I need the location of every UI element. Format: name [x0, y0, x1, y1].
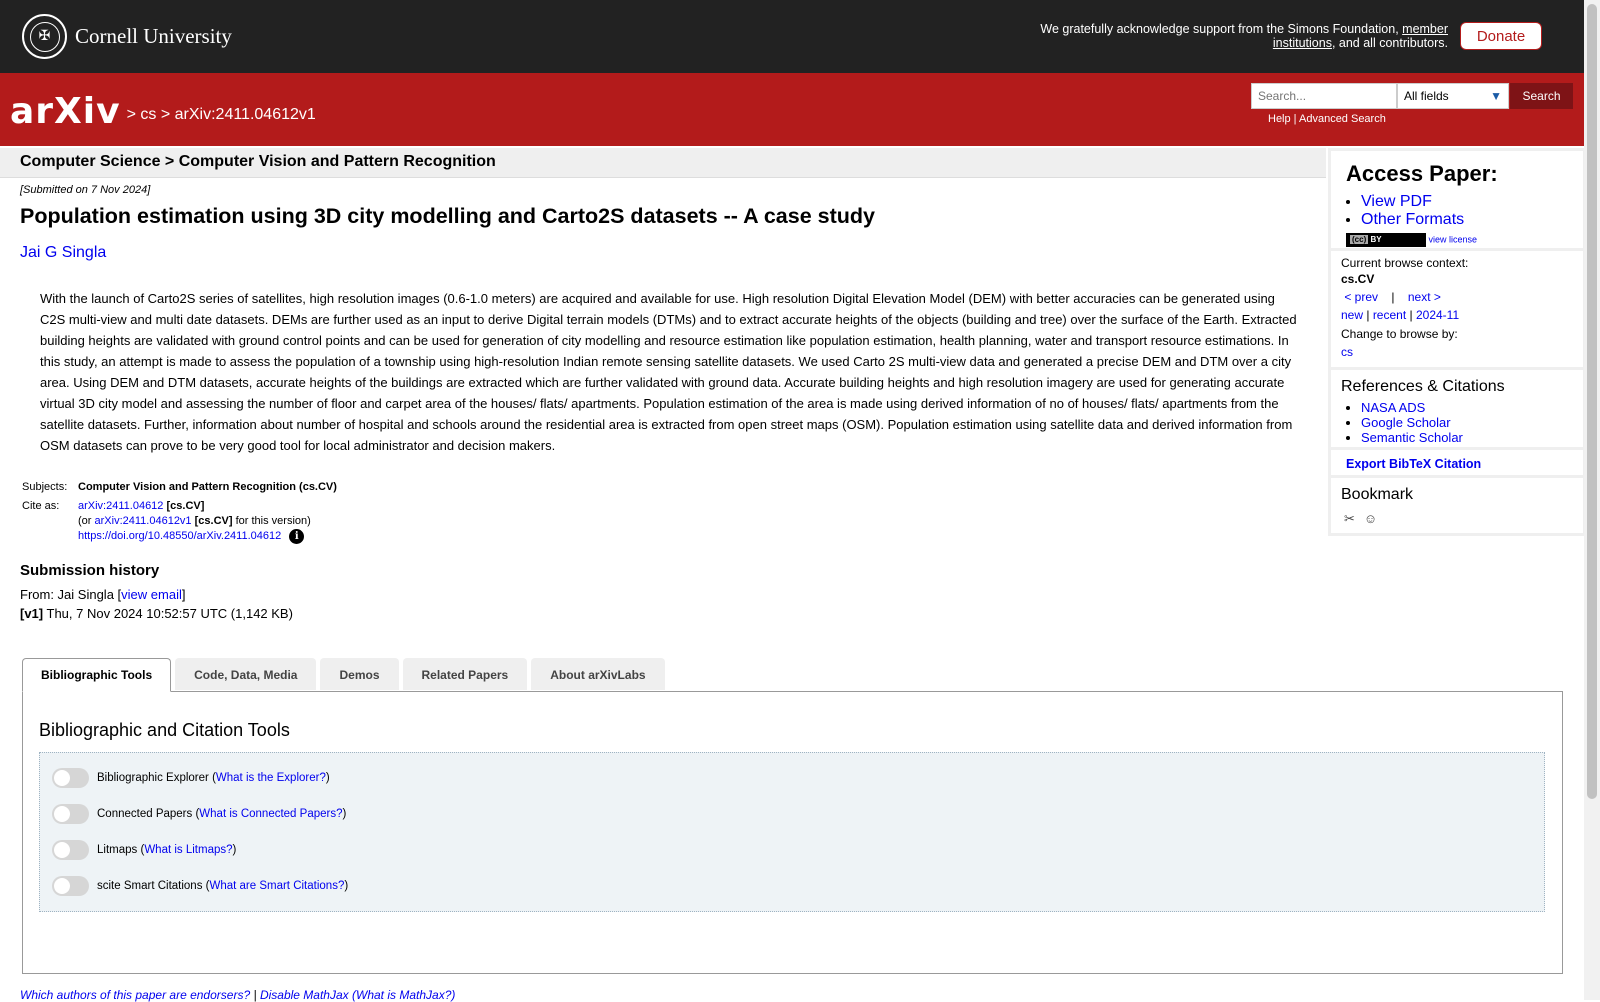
bookmark-box — [1328, 478, 1586, 536]
bibliographic-explorer-toggle[interactable] — [52, 768, 89, 788]
reddit-icon[interactable]: ☺ — [1363, 511, 1378, 526]
prev-link[interactable]: < prev — [1344, 290, 1379, 304]
litmaps-help-link[interactable]: What is Litmaps? — [144, 844, 233, 856]
month-link[interactable]: 2024-11 — [1415, 308, 1460, 322]
connected-papers-help-link[interactable]: What is Connected Papers? — [199, 808, 343, 820]
arxiv-header — [0, 73, 1584, 146]
references-heading: References & Citations — [1341, 378, 1505, 395]
version-entry: [v1] Thu, 7 Nov 2024 10:52:57 UTC (1,142 KB) — [20, 606, 293, 621]
tool-row: Litmaps ( What is Litmaps? ) — [52, 840, 236, 860]
donate-button[interactable]: Donate — [1460, 22, 1542, 50]
subjects-label: Subjects: — [22, 481, 68, 493]
browse-context-label: Current browse context: — [1341, 256, 1469, 270]
bookmark-heading: Bookmark — [1341, 486, 1414, 503]
view-pdf-link[interactable]: View PDF — [1361, 193, 1432, 210]
help-links: Help | Advanced Search — [1268, 113, 1386, 125]
abstract: With the launch of Carto2S series of satellites, high resolution images (0.6-1.0 meters) are acquired and available for use. High resolution Digital Elevation Model (DEM) with better accuracies can be generated using C2S multi-view and multi date datasets. DEMs are further used as an input to derive Digital terrain models (DTMs) and to extract accurate heights of the objects (building and tree) over the surface of the Earth. Extracted building heights are validated with ground control points and can be used for generation of city modelling and resource estimation like population estimation, health planning, water and transport resource estimations. In this study, an attempt is made to assess the population of a township using high-resolution Indian remote sensing satellite datasets. We used Carto 2S multi-view data and generated a precise DEM and DTM over a city area. Using DEM and DTM datasets, accurate heights of the buildings are extracted which are further validated with ground data. Accurate building heights and high resolution imagery are used for generating accurate virtual 3D city model and assessing the number of floor and carpet area of the houses/ flats/ apartments. Population estimation of the area is made using derived information of no of houses/ flats/ apartments from the satellite datasets. Further, information about number of hospital and schools around the residential area is extracted from open street maps (OSM). Population estimation using satellite data and derived information from OSM datasets can prove to be very good tool for local administrator and decision makers. — [40, 291, 1297, 453]
member-institutions-link[interactable]: member institutions — [1272, 22, 1448, 50]
explorer-help-link[interactable]: What is the Explorer? — [215, 772, 326, 784]
browse-context: cs.CV — [1341, 272, 1375, 286]
export-box — [1328, 450, 1586, 478]
google-scholar-link[interactable]: Google Scholar — [1361, 415, 1451, 430]
tab-panel — [22, 691, 1563, 974]
sidebar — [1328, 148, 1586, 536]
arxiv-brand — [10, 91, 316, 132]
browse-context-box: Current browse context: cs.CV < prev | next > new | recent | 2024-11 Change to browse by: cs — [1328, 251, 1586, 370]
tool-row: scite Smart Citations ( What are Smart Citations? ) — [52, 876, 348, 896]
references-box — [1328, 370, 1586, 450]
change-browse-label: Change to browse by: — [1341, 327, 1458, 341]
labs-tabs — [22, 658, 669, 692]
connected-papers-toggle[interactable] — [52, 804, 89, 824]
doi-link[interactable]: https://doi.org/10.48550/arXiv.2411.04612 — [78, 530, 282, 542]
paper-title: Population estimation using 3D city modelling and Carto2S datasets -- A case study — [20, 204, 875, 228]
disable-mathjax-link[interactable]: Disable MathJax — [259, 988, 349, 1002]
browse-cs-link[interactable]: cs — [1341, 345, 1353, 359]
next-link[interactable]: next > — [1407, 290, 1441, 304]
tab-related-papers[interactable]: Related Papers — [403, 658, 528, 690]
page-scrollbar[interactable] — [1584, 0, 1600, 1000]
recent-link[interactable]: recent — [1372, 308, 1407, 322]
support-text: We gratefully acknowledge support from the Simons Foundation, member institutions, and all contributors. — [1040, 22, 1448, 50]
tool-row: Connected Papers ( What is Connected Papers? ) — [52, 804, 346, 824]
access-paper-box — [1328, 148, 1586, 251]
new-link[interactable]: new — [1341, 308, 1364, 322]
litmaps-toggle[interactable] — [52, 840, 89, 860]
tab-demos[interactable]: Demos — [320, 658, 398, 690]
search-input[interactable] — [1251, 83, 1397, 109]
info-icon[interactable]: i — [289, 529, 304, 544]
cornell-header — [0, 0, 1584, 73]
view-license-link[interactable]: view license — [1428, 234, 1478, 245]
arxiv-logo[interactable]: arXiv — [10, 91, 121, 132]
cite-label: Cite as: — [22, 500, 60, 512]
search-button[interactable]: Search — [1510, 83, 1573, 109]
cc-by-icon[interactable]: (cc) BY — [1346, 233, 1426, 247]
breadcrumb-cs[interactable]: cs — [140, 105, 157, 123]
tools-box — [39, 752, 1545, 912]
bibsonomy-icon[interactable]: ✂ — [1344, 510, 1355, 526]
nasa-ads-link[interactable]: NASA ADS — [1361, 400, 1426, 415]
access-paper-heading: Access Paper: — [1346, 161, 1498, 186]
chevron-down-icon: ▼ — [1490, 89, 1502, 103]
what-is-mathjax-link[interactable]: (What is MathJax?) — [352, 988, 456, 1002]
endorsers-link[interactable]: Which authors of this paper are endorsers? — [20, 988, 251, 1002]
cornell-name: Cornell University — [75, 24, 232, 48]
view-email-link[interactable]: view email — [121, 587, 182, 602]
breadcrumb-id: arXiv:2411.04612v1 — [174, 105, 316, 123]
cornell-logo[interactable] — [22, 14, 232, 59]
tab-code-data-media[interactable]: Code, Data, Media — [175, 658, 316, 690]
cite-version-link[interactable]: arXiv:2411.04612v1 — [94, 515, 192, 527]
cornell-seal-icon: ✠ — [22, 14, 67, 59]
tab-bibliographic-tools[interactable]: Bibliographic Tools — [22, 658, 171, 692]
scrollbar-thumb[interactable] — [1587, 4, 1597, 799]
export-bibtex-link[interactable]: Export BibTeX Citation — [1346, 457, 1482, 471]
subjects-value: Computer Vision and Pattern Recognition (cs.CV) — [78, 481, 337, 493]
scite-toggle[interactable] — [52, 876, 89, 896]
breadcrumb: > cs > arXiv:2411.04612v1 — [126, 105, 316, 123]
tools-heading: Bibliographic and Citation Tools — [39, 720, 290, 740]
submission-from: From: Jai Singla [view email] — [20, 587, 186, 602]
category-header: Computer Science > Computer Vision and Pattern Recognition — [0, 148, 1326, 178]
submitted-date: [Submitted on 7 Nov 2024] — [20, 184, 151, 196]
other-formats-link[interactable]: Other Formats — [1361, 211, 1465, 228]
help-link[interactable]: Help — [1268, 113, 1291, 125]
cite-id-link[interactable]: arXiv:2411.04612 — [78, 500, 164, 512]
footer-links: Which authors of this paper are endorsers? | Disable MathJax (What is MathJax?) — [20, 988, 456, 1002]
author-link[interactable]: Jai G Singla — [20, 244, 107, 261]
advanced-search-link[interactable]: Advanced Search — [1299, 113, 1386, 125]
scite-help-link[interactable]: What are Smart Citations? — [209, 880, 345, 892]
metadata-table: Subjects: Computer Vision and Pattern Recognition (cs.CV) Cite as: arXiv:2411.04612 [cs.CV] (or arXiv:2411.04612v1 [cs.CV] for this version) https://doi.org/10.48550/arXiv.2411.04612 i — [20, 478, 339, 546]
semantic-scholar-link[interactable]: Semantic Scholar — [1361, 430, 1463, 445]
tool-row: Bibliographic Explorer ( What is the Explorer? ) — [52, 768, 330, 788]
submission-history-heading: Submission history — [20, 562, 160, 579]
field-select[interactable]: All fields ▼ — [1397, 83, 1509, 109]
tab-about-arxivlabs[interactable]: About arXivLabs — [531, 658, 664, 690]
paper-main — [20, 180, 1310, 623]
